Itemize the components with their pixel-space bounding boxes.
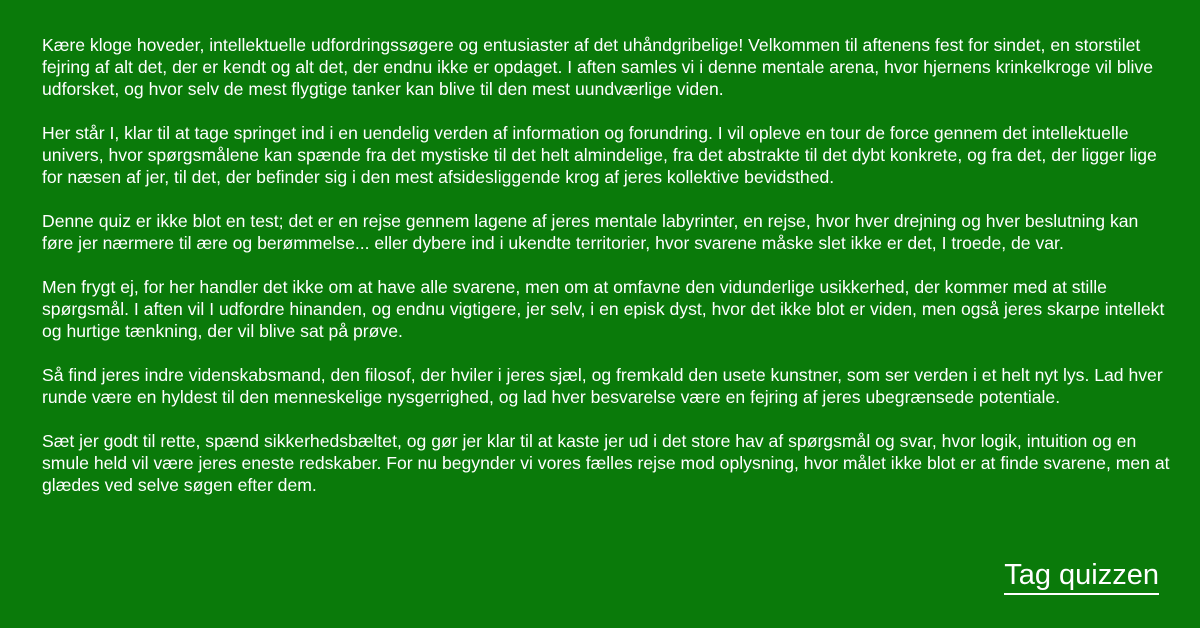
intro-paragraph: Denne quiz er ikke blot en test; det er en rejse gennem lagene af jeres mentale labyrinter, en rejse, hvor hver drejning og hver beslutning kan føre jer nærmere til ære og berømmelse... eller dybere ind i ukendte territorier, hvor svarene måske slet ikke er det, I troede, de var.	[42, 211, 1139, 253]
intro-text	[42, 34, 1172, 518]
intro-paragraph: Her står I, klar til at tage springet ind i en uendelig verden af information og forundring. I vil opleve en tour de force gennem det intellektuelle univers, hvor spørgsmålene kan spænde fra det mystiske til det helt almindelige, fra det abstrakte til det dybt konkrete, og fra det, der ligger lige for næsen af jer, til det, der befinder sig i den mest afsidesliggende krog af jeres kollektive bevidsthed.	[42, 123, 1157, 187]
take-quiz-link[interactable]: Tag quizzen	[1004, 558, 1159, 595]
intro-paragraph: Men frygt ej, for her handler det ikke om at have alle svarene, men om at omfavne den vidunderlige usikkerhed, der kommer med at stille spørgsmål. I aften vil I udfordre hinanden, og endnu vigtigere, jer selv, i en episk dyst, hvor det ikke blot er viden, men også jeres skarpe intellekt og hurtige tænkning, der vil blive sat på prøve.	[42, 277, 1165, 341]
intro-paragraph: Sæt jer godt til rette, spænd sikkerhedsbæltet, og gør jer klar til at kaste jer ud i det store hav af spørgsmål og svar, hvor logik, intuition og en smule held vil være jeres eneste redskaber. For nu begynder vi vores fælles rejse mod oplysning, hvor målet ikke blot er at finde svarene, men at glædes ved selve søgen efter dem.	[42, 431, 1170, 495]
intro-paragraph: Kære kloge hoveder, intellektuelle udfordringssøgere og entusiaster af det uhåndgribelige! Velkommen til aftenens fest for sindet, en storstilet fejring af alt det, der er kendt og alt det, der endnu ikke er opdaget. I aften samles vi i denne mentale arena, hvor hjernens krinkelkroge vil blive udforsket, og hvor selv de mest flygtige tanker kan blive til den mest uundværlige viden.	[42, 35, 1154, 99]
intro-paragraph: Så find jeres indre videnskabsmand, den filosof, der hviler i jeres sjæl, og fremkald den usete kunstner, som ser verden i et helt nyt lys. Lad hver runde være en hyldest til den menneskelige nysgerrighed, og lad hver besvarelse være en fejring af jeres ubegrænsede potentiale.	[42, 365, 1163, 407]
